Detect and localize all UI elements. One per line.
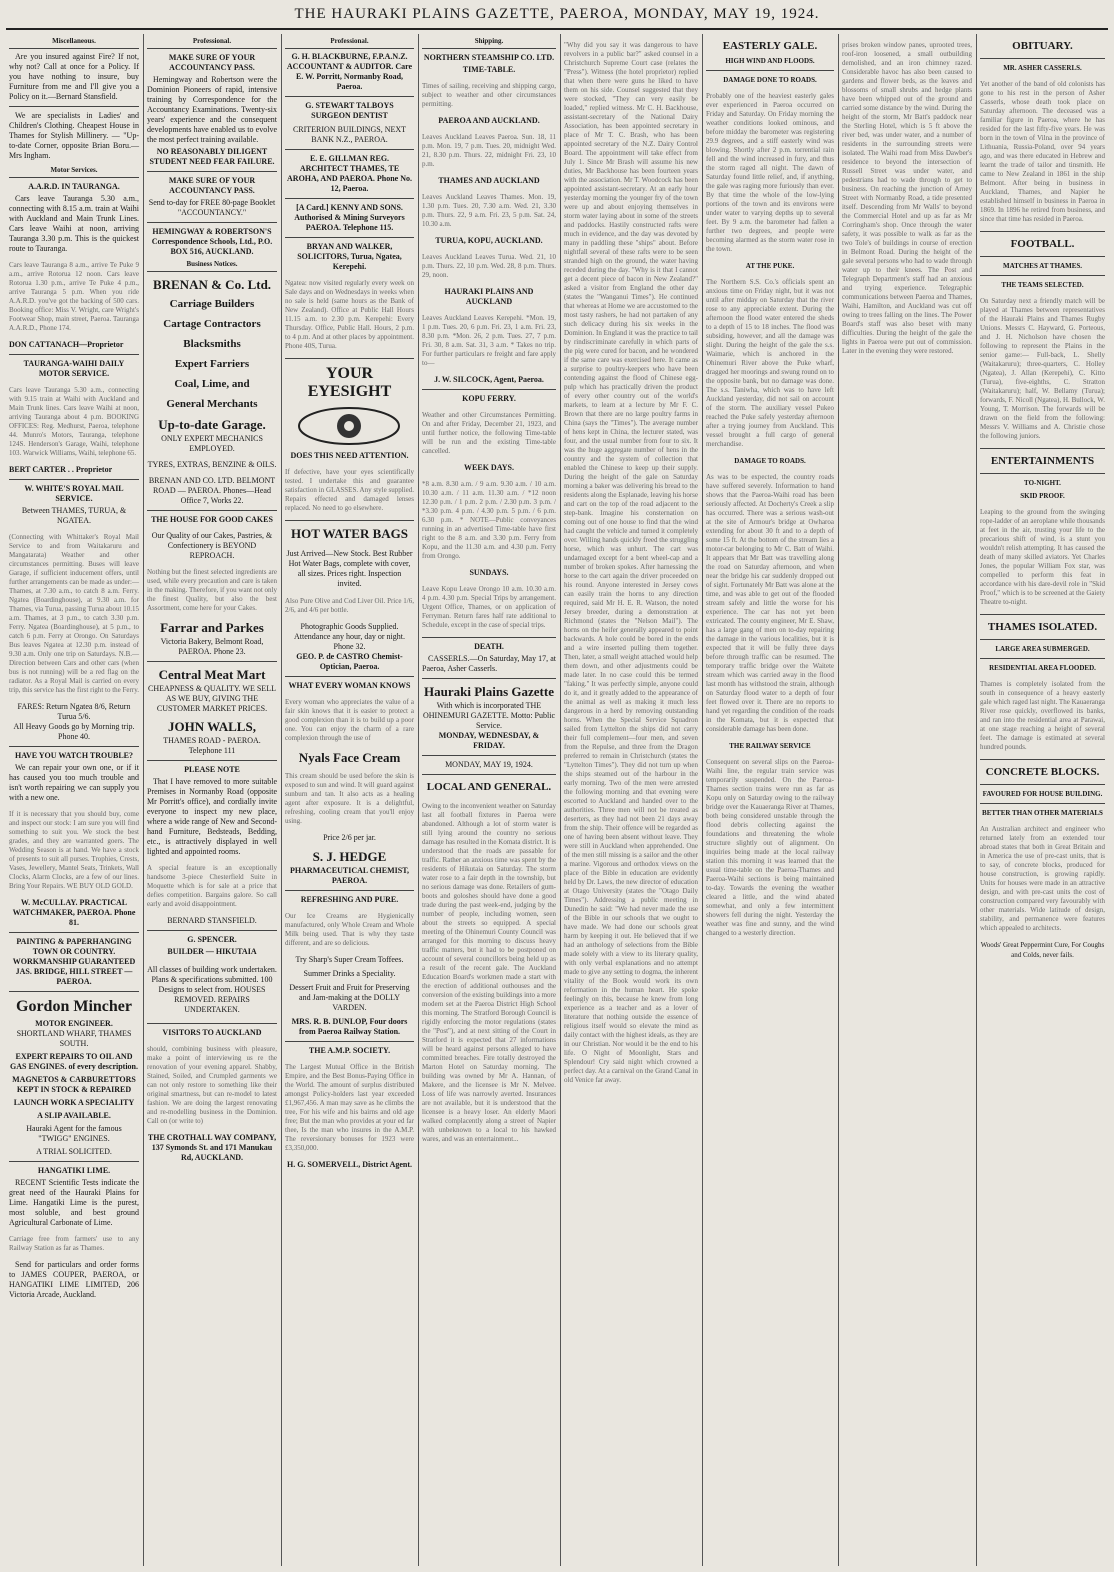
ad-body: All classes of building work undertaken. Plans & specifications submitted. 100 Designs to select from. HOUSES REMOVED. REPAIRS UNDERTAKEN.	[147, 965, 277, 1014]
ad-body: Just Arrived—New Stock. Best Rubber Hot Water Bags, complete with cover, all sizes. Prices right. Inspection invited.	[286, 549, 413, 588]
concrete-subhead-2: BETTER THAN OTHER MATERIALS	[982, 809, 1103, 817]
section-header: Business Notices.	[147, 257, 277, 272]
ad-subtitle: ONLY EXPERT MECHANICS EMPLOYED.	[161, 434, 263, 453]
ad-card: G. H. BLACKBURNE, F.P.A.N.Z. ACCOUNTANT & AUDITOR. Care E. W. Porritt, Normanby Road, Paeroa.	[286, 52, 413, 91]
ad-subtitle: DOES THIS NEED ATTENTION.	[290, 451, 409, 460]
filler-text: Carriage free from farmers' use to any Railway Station as far as Thames.	[9, 1235, 139, 1252]
filler-text: Leaves Auckland Leaves Kerepehi. *Mon. 19, 1 p.m. Tues. 20, 6 p.m. Fri. 23, 1 a.m. Fri. 23, 8.30 p.m. *Mon. 26, 2 p.m. Tues. 27, 7 p.m. Fri. 30, 8 a.m. Sat. 31, 3 a.m. * Takes no trip. For further particulars re freight and fare apply to—	[422, 314, 556, 367]
ad-title: VISITORS TO AUCKLAND	[162, 1028, 262, 1037]
ad-title: MAKE SURE OF YOUR ACCOUNTANCY PASS.	[168, 53, 256, 72]
ad-line: EXPERT REPAIRS TO OIL AND GAS ENGINES. of every description.	[10, 1052, 138, 1071]
filler-text: Every woman who appreciates the value of a fair skin knows that it is easier to protect a good complexion than it is to build up a poor one. You can enjoy the charm of a rare complexion through the use of	[285, 698, 414, 742]
ad-card: E. E. GILLMAN REG. ARCHITECT THAMES, TE AROHA, AND PAEROA. Phone No. 12, Paeroa.	[287, 154, 412, 193]
ad-title: HANGATIKI LIME.	[37, 1166, 111, 1175]
thames-subhead-2: RESIDENTIAL AREA FLOODED.	[989, 664, 1096, 672]
ad-hwb-title: HOT WATER BAGS	[290, 526, 409, 541]
ad-title: KOPU FERRY.	[462, 394, 516, 403]
article-text: Consequent on several slips on the Paeroa-Waihi line, the regular train service was temporarily suspended. On the Paeroa-Thames section trains were run as far as Kopu only on Saturday owing to the railway bridge over the Kauaeranga River at Thames, both being considered unstable through the flood debris collecting against the foundations and threatening the whole structure slightly out of alignment. On inquiries being made at the local railway station this morning it was learned that the usual time-table on the Paeroa-Thames and Paeroa-Waihi sections is being maintained to-day. Towards the evening the weather cleared a little, and the wind abated somewhat, and only a few intermittent showers fell during the night. Yesterday the weather was fine and sunny, and the wind changed to a westerly direction.	[706, 758, 834, 937]
ad-signature: W. McCULLAY. PRACTICAL WATCHMAKER, PAEROA. Phone 81.	[12, 898, 136, 927]
ad-subtitle: Between THAMES, TURUA, & NGATEA.	[21, 506, 127, 525]
article-text: An Australian architect and engineer who returned lately from an extended tour abroad states that both in Great Britain and in America the use of pre-cast units, that is to say, of concrete blocks, produced for house construction, is growing rapidly. Units for houses were made in an attractive design, and with pre-cast units the cost of construction compared very favourably with other materials. Wide latitude of design, stability, and permanence were features which appealed to architects.	[980, 825, 1105, 932]
ad-signature: J. W. SILCOCK, Agent, Paeroa.	[434, 375, 544, 384]
ad-painting: PAINTING & PAPERHANGING TOWN OR COUNTRY. WORKMANSHIP GUARANTEED JAS. BRIDGE, HILL STREET — PAEROA.	[12, 937, 136, 986]
ad-millinery: We are specialists in Ladies' and Children's Clothing. Cheapest House in Thames for Stylish Millinery. — "Up-to-date Corner, opposite Brian Boru.—Mrs Ingham.	[9, 111, 139, 160]
filler-text: (Connecting with Whittaker's Royal Mail Service to and from Waitakaruru and Mangatarata) Weather and other circumstances permitting. Buses will leave Garage, if sufficient inducement offers, until further arrangements can be made as under:— Thames, at 7.30 a.m., to catch 8 a.m. Ferry. Ngatea (Boardinghouse), at 9.30 a.m. for Thames, via Turua, passing Turua about 10.15 a.m. Thames, at 3 p.m., to catch 3.30 p.m. Ferry. Ngatea (Boardinghouse), at 5 p.m., to catch 6 p.m. Ferry at Orongo. On Saturdays Bus leaves Ngatea at 12.30 p.m. instead of 9.30 a.m. Only one trip on Saturdays. N.B.—Direction between Cars and other cars (when bus is not running) will be a red flag on the radiator. As a Royal Mail is carried on every trip, this service has the first right to the Ferry.	[9, 533, 139, 694]
filler-text: Our Ice Creams are Hygienically manufactured, only Whole Cream and Whole Milk being used. That is why they taste different, and are so delicious.	[285, 912, 414, 947]
ad-card: G. STEWART TALBOYS SURGEON DENTIST	[305, 101, 394, 120]
route-title: TURUA, KOPU, AUCKLAND.	[435, 236, 543, 245]
column-news-7	[839, 34, 975, 1566]
ad-subtitle: WEEK DAYS.	[464, 463, 514, 472]
entertainments-subhead-2: SKID PROOF.	[1020, 492, 1065, 500]
section-header: Miscellaneous.	[9, 34, 139, 49]
ad-signature: GEO. P. de CASTRO Chemist-Optician, Paeroa.	[296, 652, 403, 671]
ad-title: THE A.M.P. SOCIETY.	[308, 1046, 391, 1055]
filler-text: Nothing but the finest selected ingredients are used, while every precaution and care is taken in the making. Therefore, if you want not only the finest Quality, but also the best Assortment, come here for your Cakes.	[147, 568, 277, 612]
ad-price: Price 2/6 per jar.	[323, 833, 376, 842]
ad-fire-insurance: Are you insured against Fire? If not, why not? Call at once for a Policy. If you have nothing to insure, buy Furniture from me and I'll give you a Policy on it.—Bernard Stansfield.	[9, 52, 139, 101]
ad-line: Hauraki Agent for the famous "TWIGG" ENGINES.	[26, 1124, 122, 1143]
ad-address: Victoria Bakery, Belmont Road, PAEROA. Phone 23.	[160, 637, 264, 656]
masthead-rule	[6, 28, 1108, 30]
ad-line: A SLIP AVAILABLE.	[37, 1111, 111, 1120]
filler-text: Cars leave Tauranga 8 a.m., arrive Te Puke 9 a.m., arrive Rotorua 12 noon. Cars leave Rotorua 1.30 p.m., arrive Te Puke 4 p.m., arrive Tauranga 5 p.m. When you ride A.A.R.D. you've got the backing of 500 cars. Booking office: Miss V. Wright, care Wright's Footwear Shop, main street, Paeroa. Tauranga A.A.R.D., Phone 174.	[9, 261, 139, 332]
column-news-5	[561, 34, 701, 1566]
ad-subtitle: MOTOR ENGINEER.	[35, 1019, 113, 1028]
ad-signature: H. G. SOMERVELL, District Agent.	[286, 1160, 413, 1169]
ad-signature: MRS. R. B. DUNLOP, Four doors from Paeroa Railway Station.	[291, 1017, 408, 1036]
section-header: Professional.	[285, 34, 414, 49]
ad-signature: BERNARD STANSFIELD.	[167, 916, 257, 925]
section-subhead: THE RAILWAY SERVICE	[729, 742, 811, 750]
article-text: Thames is completely isolated from the south in consequence of a heavy easterly gale which raged last night. The Kauaeranga River rose quickly, overflowed its banks, and ran into the residential area at Parawai, at one stage reaching a height of several feet. The damage is estimated at several hundred pounds.	[980, 680, 1105, 751]
article-text: "Why did you say it was dangerous to have revolvers in a public bar?" asked counsel in a Christchurch Supreme Court case (relates the "Press"). Witness (the hotel proprietor) replied that when there were guns he liked to have them on his side. Counsel suggested that they were stocked, "They can very easily be loaded," replied witness. Mr C. H. Backhouse, assistant-secretary of the National Dairy Association, has been appointed secretary in place of Mr T. C. Brash, who has been appointed secretary of the N.Z. Dairy Control Board. The appointment will take effect from July 1. Since Mr Brash will assume his new duties, Mr Backhouse has been fourteen years with the association. Mr T. Woodcock has been appointed assistant-secretary. At an early hour yesterday morning the younger fry of the town were up and about enjoying themselves in storm water laying about in some of the streets and paddocks. Hastily constructed rafts were much in evidence, and the day was devoted by many in paddling these "ships" about. Before nightfall several of these rafts were to be seen stranded high on the ground, the water having receded during the day. "Why is it that I cannot get a decent piece of bacon in New Zealand?" asked a visitor from England the other day (states the "Wanganui Times"). He continued that whereas at Home we are accustomed to the most tasty rashers, he had not partaken of any such delicacy during his six weeks in the Dominion. In England it was the practice to tail by rindiscriminate carefully in which parts of the pig were cured for bacon, and he wondered if the same care was exercised here. It came as a surprise to poultry-keepers who have been contending against the flood of Chinese egg-pulp which has practically driven the product of every other country out of the world's markets, to learn at a lecture by Mr F. C. Brown that there are no large poultry farms in China (says the "Times"). The average number of hens kept in China, the lecturer stated, was four, and the usual number from four to six. It was the huge aggregate number of hens in the country and the system of collection that enabled the Chinese to keep up their supply. During the height of the gale on Saturday morning a baker was delivering his bread to the residents along the Esplanade, leaving his horse and cart on the top of the road adjacent to the step-bank. Imagine his consternation on coming out of one house to find that the wind had caught the vehicle and turned it completely over. Willing hands quickly freed the struggling horse, which was unhurt. The cart was undamaged except for a bent wheel-cap and a number of broken spokes. After harnessing the horse to the cart again the driver proceeded on his round. Anyone interested in Jersey cows can easily train the horns to any direction required, said Mr H. E. R. Watson, the noted Jersey breeder, during a demonstration at Richmond (states the "Nelson Mail"). The horns on the heifer generally appeared to point backwards. A hole could be bored in the ends and a wire inserted pulling them together. Then, later, a small weight attached would help them down, and other adjustments could be made later. In no case could this be termed "faking." It was perfectly simple, anyone could do it, and it greatly added to the appearance of the animal as well as making it much less dangerous in a herd by removing outstanding horns. When the Special Service Squadron sailed from Lyttelton the ships did not carry their full complement—four men, and seven from the Repulse, and three from the Dragon preferred to remain in Christchurch (states the "Lyttelton Times"). They did not turn up when the ships steamed out of the harbour in the early morning. Two of the men were arrested the following morning and that evening were escorted to Auckland and handed over to the authorities. Three men will not be treated as deserters, as they had not been 21 days away from the ship. Their offence will be regarded as one of having been absent without leave. They were still in Auckland when apprehended. One of the men still missing is a sailor and the other a marine. Vigorous and orthodox views on the place of the Bible in education are evidently held by Dr. Laws, the new director of education at Otago University (states the "Otago Daily Times"). Addressing a public meeting in Dunedin he said: "We had never made the use of the Bible in our schools that we ought to have made. We had done our schools great harm by keeping it out. He believed that if we had an anthology of selections from the Bible made solely with a view to its literary quality, with only verbal explanations and no attempt made to give any setting to dogma, the inherent vitality of the Book would work its own reformation in the human heart. He spoke feelingly on this, because he knew from long experience as a teacher and as a lover of literature that nothing outside the essence of religious itself would so elevate the mind as daily contact with the highest ideals, as they are in our Christian. Nor would it be the end to his life. O Night of Moonlight, Stars and Splendour! Cry said night which crowned a perfect day. At a carnival on the Grand Canal in old Venice far away.	[564, 41, 698, 1084]
ad-address: BRENAN AND CO. LTD. BELMONT ROAD — PAEROA. Phones—Head Office 7, Works 22.	[148, 476, 276, 505]
ad-nyals-title: Nyals Face Cream	[298, 750, 401, 765]
ad-line: MAGNETOS & CARBURETTORS KEPT IN STOCK & REPAIRED	[12, 1075, 136, 1094]
thames-heading: THAMES ISOLATED.	[987, 621, 1098, 633]
filler-text: Weather and other Circumstances Permitting. On and after Friday, December 21, 1923, and until further notice, the following Time-table will be run and the existing Time-table cancelled.	[422, 411, 556, 455]
ad-line: Cartage Contractors	[163, 318, 261, 330]
concrete-subhead: FAVOURED FOR HOUSE BUILDING.	[982, 790, 1103, 798]
filler-text: Also Pure Olive and Cod Liver Oil. Price 1/6, 2/6, and 4/6 per bottle.	[285, 597, 414, 614]
ad-title: DEATH.	[474, 642, 504, 651]
ad-body: Cars leave Tauranga 5.30 a.m., connecting with 8.15 a.m. train at Waihi with Auckland and Main Trunk Lines. Cars leave Waihi at noon, arriving Tauranga 3.30 p.m. This is the quickest route to Tauranga.	[9, 194, 139, 253]
gazette-subtitle: With which is incorporated THE OHINEMURI GAZETTE. Motto: Public Service.	[423, 701, 555, 730]
gale-subhead-2: DAMAGE DONE TO ROADS.	[723, 76, 817, 84]
local-general-heading: LOCAL AND GENERAL.	[426, 781, 552, 793]
proprietor: BERT CARTER . . Proprietor	[9, 465, 113, 474]
ad-subtitle: TIME-TABLE.	[462, 65, 516, 74]
obituary-heading: OBITUARY.	[1012, 40, 1073, 52]
ad-footer: THE CROTHALL WAY COMPANY, 137 Symonds St. and 171 Manukau Rd, AUCKLAND.	[147, 1133, 277, 1162]
ad-subtitle: BUILDER — HIKUTAIA	[167, 947, 257, 956]
column-news-6	[703, 34, 837, 1566]
ad-booklet: Send to-day for FREE 80-page Booklet "ACCOUNTANCY."	[148, 198, 276, 217]
article-text: The Northern S.S. Co.'s officials spent an anxious time on Friday night, but it was not until after midday on Saturday that the river rose to any appreciable extent. During the afternoon the flood water entered the sheds to a depth of 15 to 18 inches. The flood was subsiding, however, and all the damage was slight. During the height of the gale the s.s. Waimarie, which is anchored in the Ohinemuri River above the Puke wharf, dragged her moorings and swung round on to the opposite bank, but no damage was done. The s.s. Taniwha, which was to have left Auckland yesterday, did not sail on account of the storm. The auxiliary vessel Pukeo reached the Puke safely yesterday afternoon after a trying journey from Auckland. This vessel brought a full cargo of general merchandise.	[706, 278, 834, 448]
column-miscellaneous	[6, 34, 142, 1566]
filler-text: Leaves Auckland Leaves Paeroa. Sun. 18, 11 p.m. Mon. 19, 7 p.m. Tues. 20, midnight Wed. 21, 8.30 p.m. Thurs. 22, midnight Fri. 23, 10 p.m.	[422, 133, 556, 168]
ad-line: Try Sharp's Super Cream Toffees.	[295, 955, 404, 964]
football-subhead: MATCHES AT THAMES.	[1002, 262, 1083, 270]
ad-title: MAKE SURE OF YOUR ACCOUNTANCY PASS.	[168, 176, 256, 195]
section-header: Shipping.	[422, 34, 556, 49]
ad-body: We can repair your own one, or if it has caused you too much trouble and isn't worth repairing we can supply you with a new one.	[9, 763, 139, 802]
filler-text: *8 a.m. 8.30 a.m. / 9 a.m. 9.30 a.m. / 10 a.m. 10.30 a.m. / 11 a.m. 11.30 a.m. / *12 noon 12.30 p.m. / 1 p.m. 2 p.m. / 2.30 p.m. 3 p.m. / *3.30 p.m. 4 p.m. / 4.30 p.m. 5 p.m. / 6 p.m. 6.30 p.m. * NOTE—Public conveyances running in an advertised Time-table have first right to the 8 a.m. and 3.30 p.m. Ferry from Kopu, and the 11.30 a.m. and 4.30 p.m. Ferry from Orongo.	[422, 480, 556, 560]
ad-address: CRITERION BUILDINGS, NEXT BANK N.Z., PAEROA.	[292, 125, 407, 144]
entertainments-heading: ENTERTAINMENTS	[990, 455, 1095, 467]
ad-brenan-title: BRENAN & Co. Ltd.	[152, 277, 272, 292]
ad-tyres: TYRES, EXTRAS, BENZINE & OILS.	[147, 460, 277, 469]
masthead: THE HAURAKI PLAINS GAZETTE, PAEROA, MONDAY, MAY 19, 1924.	[294, 6, 820, 22]
ad-line: A TRIAL SOLICITED.	[36, 1147, 112, 1156]
article-text: Yet another of the band of old colonists has gone to his rest in the person of Asher Casserls, whose death took place on Saturday afternoon. The deceased was a familiar figure in Paeroa, where he has resided for the last fifty-five years. He was born in the town of Vilna in the province of Lithuania, Russia-Poland, over 94 years ago, and was there educated in Hebrew and learnt the trade of tailor and tinsmith. He came to New Zealand in 1861 in the ship Belmont. After being in business in Auckland, Thames, and Napier he established himself in business in Paeroa in 1869. In 1896 he retired from business, and since that time has resided in Paeroa.	[980, 80, 1105, 223]
ad-title: REFRESHING AND PURE.	[300, 895, 399, 904]
column-professional-2	[282, 34, 417, 1566]
ad-title: NORTHERN STEAMSHIP CO. LTD.	[423, 53, 555, 62]
ad-line: Coal, Lime, and	[174, 378, 250, 390]
filler-text: A special feature is an exceptionally handsome 3-piece Chesterfield Suite in Moquette which is for sale at a price that defies competition. Bargains galore. So call early and avoid disappointment.	[147, 864, 277, 908]
ad-address: THAMES ROAD - PAEROA. Telephone 111	[163, 736, 261, 755]
ad-body: RECENT Scientific Tests indicate the great need of the Hauraki Plains for Lime. Hangatiki Lime is the purest, most soluble, and best ground Agricultural Carbonate of Lime.	[9, 1178, 139, 1227]
thames-subhead: LARGE AREA SUBMERGED.	[995, 645, 1090, 653]
ad-meat-title: Central Meat Mart	[158, 667, 266, 682]
filler-text: Leaves Auckland Leaves Thames. Mon. 19, 1.30 p.m. Tues. 20, 7.30 a.m. Wed. 21, 3.30 p.m. Thurs. 22, 9 a.m. Fri. 23, 5 p.m. Sat. 24, 10.30 a.m.	[422, 193, 556, 228]
filler-text: Leave Kopu Leave Orongo 10 a.m. 10.30 a.m. 4 p.m. 4.30 p.m. Special Trips by arrangement. Urgent Office, Thames, or on application of Ferryman. Return fares half rate additional to Schedule, except in the case of special trips.	[422, 585, 556, 629]
ad-title: A.A.R.D. IN TAURANGA.	[28, 182, 120, 191]
filler-text: Times of sailing, receiving and shipping cargo, subject to weather and other circumstances permitting.	[422, 82, 556, 108]
article-text: prises broken window panes, uprooted trees, roof-iron loosened, a small outbuilding demolished, and an iron chimney razed. Considerable havoc has also been caused to gardens and flower beds, as the leaves and blossoms of small shrubs and hedge plants have been whipped out of the ground and carried some distance by the wind. During the height of the storm, Mr Batt's paddock near the Sterling Hotel, which is 5 ft above the river bed, was under water, and a number of residents in the surrounding streets were isolated. The Waihi road from Miss Dawber's residence to beyond the intersection of Russell Street was under water, and pedestrians had to wade through to get to business. On reaching the junction of Arney Street with Normanby Road, a tide presented itself. Descending from Mr Walls' to beyond the Commercial Hotel and up as far as Mr Corringham's shop. Once through the water safety, it was possible to walk as far as the two Tole's of buildings in course of erection in Belmont Road. During the height of the gale several persons who had to wade through water up to their knees. The Post and Telegraph Department's staff had an anxious and trying experience. Telegraphic communications between Paeroa and Thames, Waihi, Hamilton, and Auckland was cut off owing to trees falling on the lines. The Power Board's staff was also beset with many difficulties. During the height of the gale the lights in Paeroa were put out of commission. Later in the evening they were restored.	[842, 41, 972, 355]
ad-title: PLEASE NOTE	[184, 765, 240, 774]
obituary-subhead: MR. ASHER CASSERLS.	[1003, 64, 1082, 72]
ad-garage: Up-to-date Garage.	[158, 417, 266, 432]
gale-headline: EASTERLY GALE.	[722, 40, 818, 52]
ad-slogan: NO REASONABLY DILIGENT STUDENT NEED FEAR FAILURE.	[149, 147, 275, 166]
ad-body: Hemingway and Robertson were the Dominion Pioneers of rapid, intensive training by Correspondence for the Accountancy Examinations. Twenty-six years' experience and the consequent developments have enabled us to evolve the most perfect training available.	[147, 75, 277, 144]
ad-title: THE HOUSE FOR GOOD CAKES	[151, 515, 273, 524]
gale-subhead: HIGH WIND AND FLOODS.	[725, 57, 815, 65]
filler-text: should, combining business with pleasure, make a point of interviewing us re the renovation of your evening apparel. Shabby, Stained, Soiled, and Crumpled garments we can not only restore to something like their original smartness, but can re-model to latest fashion. We are doing the largest renovating and re-modelling business in the Dominion. Call on (or write to)	[147, 1045, 277, 1125]
gazette-days: MONDAY, WEDNESDAY, & FRIDAY.	[438, 731, 540, 750]
ad-subtitle: SUNDAYS.	[469, 568, 509, 577]
filler-text: The Largest Mutual Office in the British Empire, and the Best Bonus-Paying Office in the World. The amount of surplus distributed amongst Policy-holders last year exceeded £1,967,456. A man may save as he climbs the tree, For his wife and his bairns and old age free; But the man who provides at your ed far thee, Is the man who insures in the A.M.P. The reversionary bonuses for 1923 were £3,350,000.	[285, 1063, 414, 1152]
ad-firm: HEMINGWAY & ROBERTSON'S Correspondence Schools, Ltd., P.O. BOX 516, AUCKLAND.	[151, 227, 273, 256]
ad-line: General Merchants	[166, 398, 258, 410]
football-subhead-2: THE TEAMS SELECTED.	[1001, 281, 1084, 289]
ad-line: Expert Farriers	[174, 358, 250, 370]
ad-subtitle: PHARMACEUTICAL CHEMIST, PAEROA.	[290, 866, 409, 885]
article-text: On Saturday next a friendly match will be played at Thames between representatives of the Hauraki Plains and Thames Rugby Unions. Messrs C. Hayward, G. Porteous, and J. H. Nicholson have chosen the following to represent the Plains in the senior game:— Full-back, L. Shelly (Waitakaruru); three-quarters, C. Holley (Ngatea), J. Allan (Kerepehi), C. Kitto (Turua), five-eighths, C. Stratton (Waitakaruru); half, W. Bellamy (Turua); forwards, F. Nicoll (Ngatea), H. Bullock, W. Young, T. Morrison. The forwards will be drawn on the field from the following: Messrs V. Williams and A. Christie chose the following juniors.	[980, 297, 1105, 440]
ad-farrar-title: Farrar and Parkes	[160, 620, 264, 635]
ad-eyesight-title: YOUR EYESIGHT	[307, 365, 392, 400]
ad-card: [A Card.] KENNY AND SONS. Authorised & Mining Surveyors PAEROA. Telephone 115.	[294, 203, 405, 232]
ad-hedge-title: S. J. HEDGE	[312, 849, 387, 864]
section-header: Professional.	[147, 34, 277, 49]
route-title: PAEROA AND AUCKLAND.	[438, 116, 540, 125]
ad-title: HAVE YOU WATCH TROUBLE?	[14, 751, 134, 760]
section-subhead: AT THE PUKE.	[745, 262, 795, 270]
ad-body: Our Quality of our Cakes, Pastries, & Confectionery is BEYOND REPROACH.	[151, 531, 273, 560]
section-subhead: DAMAGE TO ROADS.	[734, 457, 806, 465]
ad-body: Photographic Goods Supplied. Attendance any hour, day or night. Phone 32.	[294, 622, 405, 651]
ad-line: LAUNCH WORK A SPECIALITY	[13, 1098, 135, 1107]
route-title: THAMES AND AUCKLAND	[438, 176, 540, 185]
ad-title: WHAT EVERY WOMAN KNOWS	[288, 681, 411, 690]
football-heading: FOOTBALL.	[1010, 238, 1075, 250]
filler-text: If defective, have your eyes scientifically tested. I undertake this and guarantee satisfaction in GLASSES. Any style supplied. Repairs effected and damaged lenses replaced. No need to go elsewhere.	[285, 468, 414, 512]
ad-line: Summer Drinks a Speciality.	[303, 969, 396, 978]
proprietor: DON CATTANACH—Proprietor	[9, 340, 124, 349]
eye-icon	[285, 404, 413, 448]
article-text: As was to be expected, the country roads have suffered severely. Information to hand shows that the Paeroa-Waihi road has been seriously affected. At Docherty's Creek a slip has occurred. There was a serious wash-out at the site of Armour's bridge at Owharoa extending for about 30 ft and to a depth of some 15 ft. At the bottom of the stream lies a motor-car belonging to Mr C. Batt of Waihi. It appears that Mr Batt was travelling along the road on Saturday afternoon, and when near the bridge his car suddenly dropped out of sight. Fortunately Mr Batt was alone at the time, and was able to get out of the flooded stream safely and little the worse for his experience. The car has not yet been extricated. The county engineer, Mr E. Shaw, has a large gang of men on to-day repairing the damage in the various localities, but it is expected that it will be fully three days before through traffic can be resumed. The temporary traffic bridge over the Waitete stream which was carried away in the flood last month has withstood the strain, although on Saturday flood water to a depth of four feet flowed over it. There are no reports to hand yet regarding the condition of the roads in the Komata, but it is expected that considerable damage has been done.	[706, 473, 834, 733]
ad-line: Carriage Builders	[169, 298, 255, 310]
column-news-8	[977, 34, 1108, 1566]
ad-title: TAURANGA-WAIHI DAILY MOTOR SERVICE.	[23, 359, 125, 378]
filler-text: If it is necessary that you should buy, come and inspect our stock: I am sure you will find something to suit you. We stock the best grades, and they are warranted goers. The Wedding Season is at hand. We have a stock of presents to suit all purses. Trophies, Crests, Vases, Jewellery, Mantel Seats, Trinkets, Wall Clocks, Alarm Clocks, are a few of our lines. Bring Your Repairs. WE BUY OLD GOLD.	[9, 810, 139, 890]
gazette-date: MONDAY, MAY 19, 1924.	[445, 760, 533, 769]
filler-text: Ngatea: now visited regularly every week on Sale days and on Wednesdays in weeks when no sale is held (same hours as the Bank of New Zealand). Office at Public Hall Hours 11.15 a.m. to 2.30 p.m. Kerepehi: Every Thursday. Office, Public Hall. Hours, 2 p.m. to 4 p.m. And at other places by appointment. Phone 40S, Turua.	[285, 279, 414, 350]
entertainments-subhead: TO-NIGHT.	[1024, 479, 1061, 487]
ad-line: Dessert Fruit and Fruit for Preserving and Jam-making at the DOLLY VARDEN.	[289, 983, 410, 1012]
column-professional	[144, 34, 280, 1566]
ad-mincher-title: Gordon Mincher	[16, 998, 132, 1015]
concrete-heading: CONCRETE BLOCKS.	[985, 766, 1100, 778]
ad-card: BRYAN AND WALKER, SOLICITORS, Turua, Ngatea, Kerepehi.	[297, 242, 402, 271]
ad-line: Blacksmiths	[183, 338, 241, 350]
gazette-nameplate: Hauraki Plains Gazette	[424, 684, 554, 699]
ad-address: SHORTLAND WHARF, THAMES SOUTH.	[16, 1029, 132, 1048]
ad-body: That I have removed to more suitable Premises in Normanby Road (opposite Mr Porritt's office), and cordially invite everyone to inspect my new place, where a wide range of New and Second-hand Furniture, Bedsteads, Bedding, etc., is attractively displayed in well lighted and appointed rooms.	[147, 777, 277, 856]
route-title: HAURAKI PLAINS AND AUCKLAND	[444, 287, 534, 306]
filler-text: Leaves Auckland Leaves Turua. Wed. 21, 10 p.m. Thurs. 22, 10 p.m. Wed. 28, 8 p.m. Thurs. 29, noon.	[422, 253, 556, 279]
ad-footer: All Heavy Goods go by Morning trip. Phone 40.	[13, 722, 135, 741]
death-notice: CASSERLS.—On Saturday, May 17, at Paeroa, Asher Casserls.	[422, 654, 556, 673]
section-header: Motor Services.	[9, 163, 139, 178]
ad-woods: Woods' Great Peppermint Cure, For Coughs and Colds, never fails.	[980, 941, 1105, 959]
filler-text: Cars leave Tauranga 5.30 a.m., connecting with 9.15 train at Waihi with Auckland and Main Trunk lines. Cars leave Waihi at noon, arriving Tauranga about 4 p.m. BOOKING OFFICES: Reg. Medhurst, Paeroa, telephone 44. Munro's Motors, Tauranga, telephone 124S. Henderson's Garage, Waihi, telephone 103. Warwick Williams, Waihi, telephone 65.	[9, 386, 139, 457]
ad-fares: FARES: Return Ngatea 8/6, Return Turua 5/6.	[17, 702, 131, 721]
column-shipping	[419, 34, 559, 1566]
ad-title: W. WHITE'S ROYAL MAIL SERVICE.	[24, 484, 124, 503]
ad-footer: Send for particulars and order forms to JAMES COUPER, PAEROA, or HANGATIKI LIME LIMITED, 206 Victoria Arcade, Auckland.	[9, 1260, 139, 1299]
ad-walls: JOHN WALLS,	[168, 719, 256, 734]
article-text: Leaping to the ground from the swinging rope-ladder of an aeroplane while thousands at feet in the air, trusting your life to the precarious shift of wind, is a stunt you wouldn't relish attempting. It has caused the death of many skilled aviators. Yet Charles Jones, the popular William Fox star, was compelled to perform this feat in accordance with his dare-devil role in "Skid Proof," which is to be screened at the Gaiety Theatre to-night.	[980, 508, 1105, 606]
article-text: Owing to the inconvenient weather on Saturday last all football fixtures in Paeroa were abandoned. Although a lot of storm water is still lying around the country no serious damage has resulted in the Komata district. It is understood that the roads are passable for traffic. Rather an anxious time was spent by the residents of Hikutaia on Saturday. The storm water rose to a fair depth in the township, but no serious damage was done. Retailers of gum-boots and goloshes should have done a good trade during the past week-end, judging by the number of people, including women, seen about the streets so equipped. A special meeting of the Ohinemuri County Council was arranged for this morning to discuss heavy traffic matters, but it had to be postponed on account of several councillors being held up as a result of the recent gale. The Auckland Education Board's workmen made a start with the erection of additional outhouses and the conversion of the existing buildings into a more modern set at the Paeroa District High School this morning. The Stratford Borough Council is rigidly enforcing the motor regulations (states the "Post"), and at next sitting of the Court in Stratford it is expected that 27 informations will be heard against persons alleged to have committed breaches. Fire totally destroyed the Marton Hotel on Saturday morning. The building was owned by Mr A. Hannan, of Makere, and the licensee is Mr N. Melvee. Loss of life was narrowly averted. Insurances are not available, but it is understood that the licensee is a heavy loser. An elderly Maori walked complacently along a street of Napier with unbeknown to a local to his hawked wares, and was an entertainment...	[422, 802, 556, 1143]
article-text: Probably one of the heaviest easterly gales ever experienced in Paeroa occurred on Friday and Saturday. On Friday morning the weather conditions looked ominous, and before midday the barometer was registering 29.9 degrees, and a stiff easterly wind was blowing. Shortly after 2 p.m. torrential rain fell and the wind increased in fury, and thus the storm raged all night. The dawn of Saturday found little relief, and, if anything, the gale was raging more furiously than ever. By that time the whole of the low-lying portions of the town and its environs were under water to varying depths up to several feet. By 9 a.m. the barometer had fallen a further two degrees, and people were becoming alarmed as the storm water rose in the town.	[706, 92, 834, 253]
ad-title: G. SPENCER.	[187, 935, 237, 944]
ad-subtitle: CHEAPNESS & QUALITY. WE SELL AS WE BUY, GIVING THE CUSTOMER MARKET PRICES.	[148, 684, 276, 713]
filler-text: This cream should be used before the skin is exposed to sun and wind. It will guard against sunburn and tan. It also acts as a healing agent after exposure. It is a delightful, refreshing, cooling cream that you'll enjoy using.	[285, 772, 414, 825]
